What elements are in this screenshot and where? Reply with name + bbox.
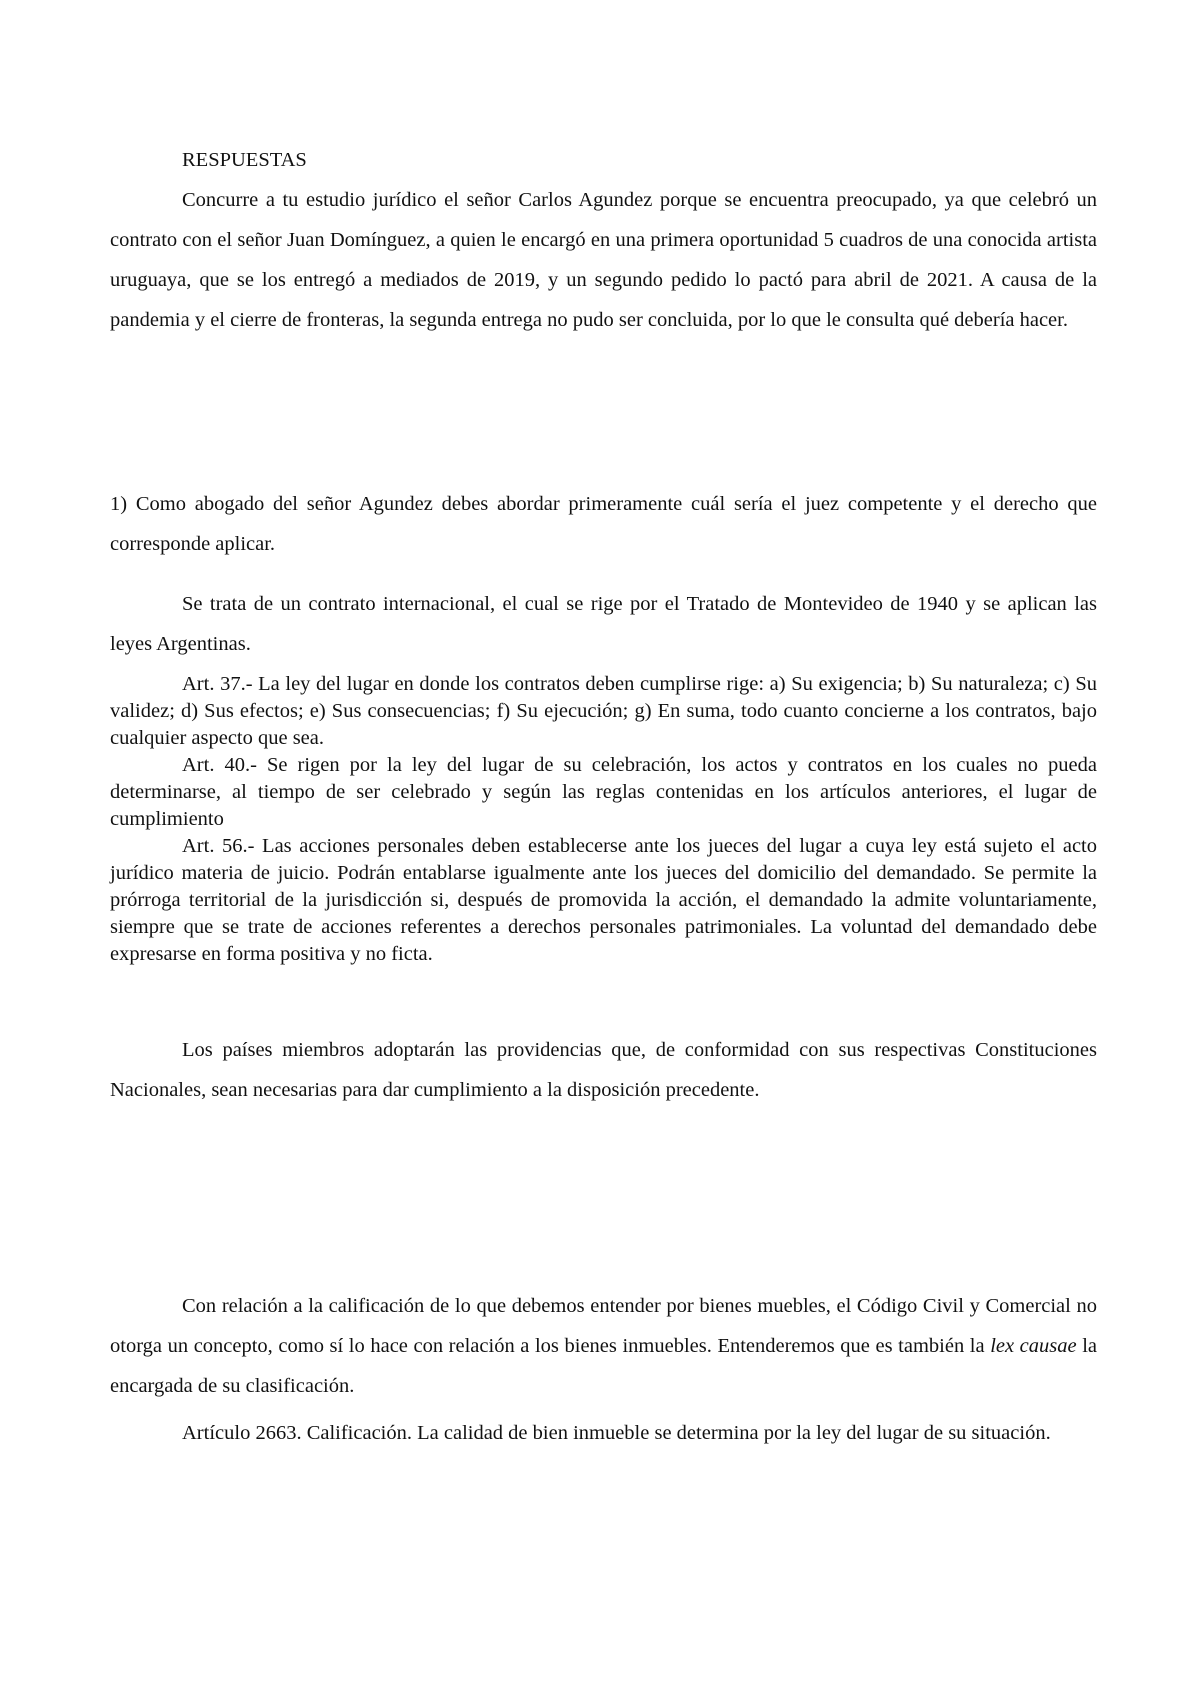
article-40-citation: Art. 40.- Se rigen por la ley del lugar de su celebración, los actos y contratos en los cuales no pueda determinarse, al tiempo de ser celebrado y según las reglas contenidas en los artículos anteriores, el lugar de cumplimiento bbox=[110, 754, 1097, 830]
article-37-citation: Art. 37.- La ley del lugar en donde los contratos deben cumplirse rige: a) Su exigencia; b) Su naturaleza; c) Su validez; d) Sus efectos; e) Sus consecuencias; f) Su ejecución; g) En suma, todo cuanto concierne a los contratos, bajo cualquier aspecto que sea. bbox=[110, 673, 1097, 749]
article-2663-paragraph: Artículo 2663. Calificación. La calidad de bien inmueble se determina por la ley del lugar de su situación. bbox=[182, 1422, 1051, 1444]
lex-causae-term: lex causae bbox=[990, 1335, 1077, 1357]
question-1-paragraph: 1) Como abogado del señor Agundez debes abordar primeramente cuál sería el juez competente y el derecho que corresponde aplicar. bbox=[110, 493, 1097, 555]
article-56-citation: Art. 56.- Las acciones personales deben establecerse ante los jueces del lugar a cuya ley está sujeto el acto jurídico materia de juicio. Podrán entablarse igualmente ante los jueces del domicilio del demandado. Se permite la prórroga territorial de la jurisdicción si, después de promovida la acción, el demandado la admite voluntariamente, siempre que se trate de acciones referentes a derechos personales patrimoniales. La voluntad del demandado debe expresarse en forma positiva y no ficta. bbox=[110, 835, 1097, 965]
member-countries-paragraph: Los países miembros adoptarán las providencias que, de conformidad con sus respectivas Constituciones Nacionales, sean necesarias para dar cumplimiento a la disposición precedente. bbox=[110, 1039, 1097, 1101]
qualification-text-start: Con relación a la calificación de lo que debemos entender por bienes muebles, el Código Civil y Comercial no otorga un concepto, como sí lo hace con relación a los bienes inmuebles. Entenderemos que es también la bbox=[110, 1295, 1097, 1357]
case-statement-paragraph: Concurre a tu estudio jurídico el señor Carlos Agundez porque se encuentra preocupado, ya que celebró un contrato con el señor Juan Domínguez, a quien le encargó en una primera oportunidad 5 cuadros de una conocida artista uruguaya, que se los entregó a mediados de 2019, y un segundo pedido lo pactó para abril de 2021. A causa de la pandemia y el cierre de fronteras, la segunda entrega no pudo ser concluida, por lo que le consulta qué debería hacer. bbox=[110, 189, 1097, 331]
qualification-paragraph bbox=[110, 1286, 1097, 1406]
heading: RESPUESTAS bbox=[182, 149, 307, 171]
qualification-text-end: la encargada de su clasificación. bbox=[110, 1335, 1097, 1397]
answer-1-paragraph: Se trata de un contrato internacional, el cual se rige por el Tratado de Montevideo de 1940 y se aplican las leyes Argentinas. bbox=[110, 593, 1097, 655]
